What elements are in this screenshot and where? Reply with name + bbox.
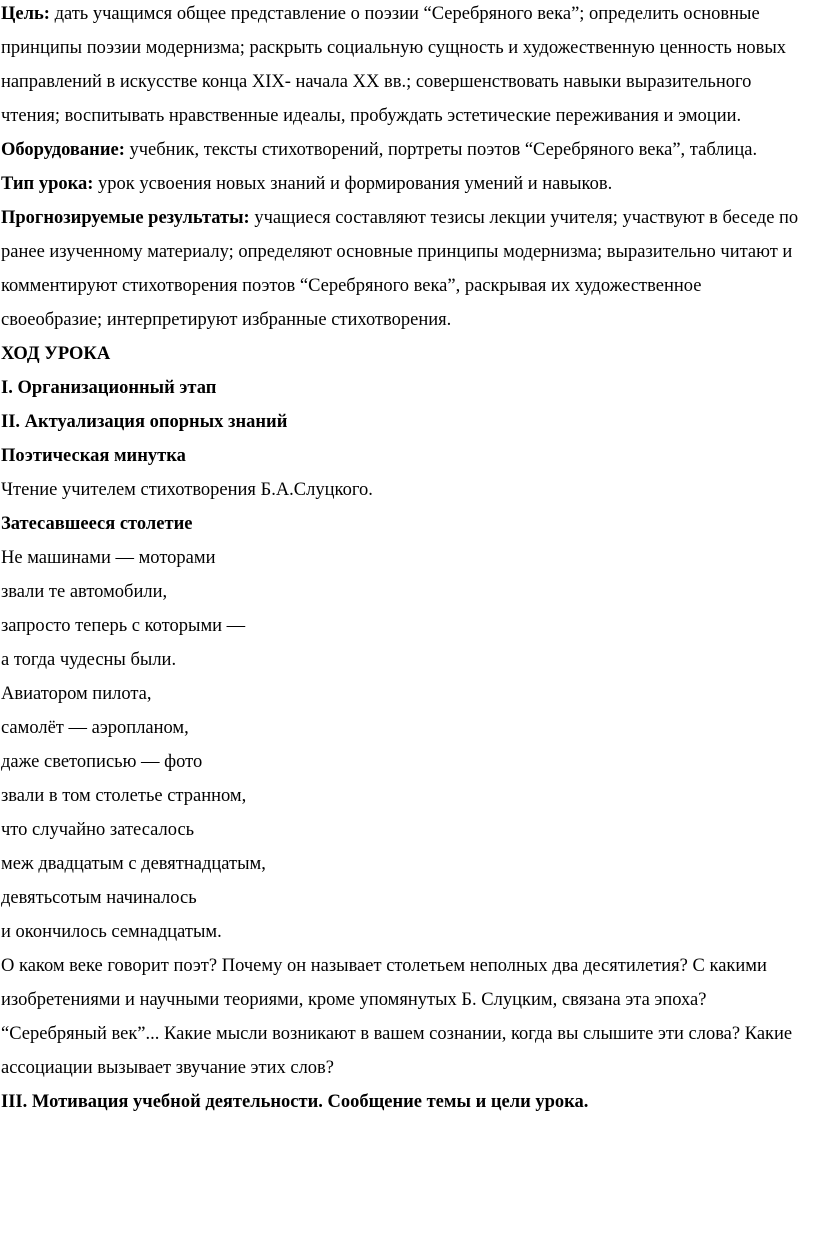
equipment-label: Оборудование: — [1, 140, 125, 160]
poem-line: что случайно затесалось — [1, 820, 195, 840]
lesson-type-text: урок усвоения новых знаний и формирования умений и навыков. — [93, 174, 613, 194]
poem-line: а тогда чудесны были. — [1, 650, 177, 670]
question-2: “Серебряный век”... Какие мысли возникают в вашем сознании, когда вы слышите эти слова? Какие ассоциации вызывает звучание этих слов? — [1, 1024, 793, 1078]
expected-results-paragraph — [1, 201, 806, 337]
stage-1-heading: I. Организационный этап — [1, 378, 217, 398]
equipment-paragraph — [1, 133, 806, 167]
poem-line: звали в том столетье странном, — [1, 786, 247, 806]
poem-body — [1, 541, 806, 949]
question-1: О каком веке говорит поэт? Почему он называет столетьем неполных два десятилетия? С какими изобретениями и научными теориями, кроме упомянутых Б. Слуцким, связана эта эпоха? — [1, 956, 767, 1010]
poem-line: Авиатором пилота, — [1, 684, 152, 704]
stage-3-heading: III. Мотивация учебной деятельности. Сообщение темы и цели урока. — [1, 1092, 589, 1112]
expected-results-label: Прогнозируемые результаты: — [1, 208, 250, 228]
goal-paragraph — [1, 0, 806, 133]
poem-line: Не машинами — моторами — [1, 548, 216, 568]
poem-line: звали те автомобили, — [1, 582, 168, 602]
goal-text: дать учащимся общее представление о поэзии “Серебряного века”; определить основные принципы поэзии модернизма; раскрыть социальную сущность и художественную ценность новых направлений в искусстве конца XIX- начала XX вв.; совершенствовать навыки выразительного чтения; воспитывать нравственные идеалы, пробуждать эстетические переживания и эмоции. — [1, 4, 787, 126]
poem-line: запросто теперь с которыми — — [1, 616, 246, 636]
poem-line: даже светописью — фото — [1, 752, 203, 772]
reading-note: Чтение учителем стихотворения Б.А.Слуцкого. — [1, 480, 373, 500]
poem-title: Затесавшееся столетие — [1, 514, 193, 534]
lesson-type-label: Тип урока: — [1, 174, 94, 194]
lesson-heading: ХОД УРОКА — [1, 344, 111, 364]
poem-line: и окончилось семнадцатым. — [1, 922, 222, 942]
stage-2-heading: II. Актуализация опорных знаний — [1, 412, 288, 432]
expected-results-text: учащиеся составляют тезисы лекции учителя; участвуют в беседе по ранее изученному материалу; определяют основные принципы модернизма; выразительно читают и комментируют стихотворения поэтов “Серебряного века”, раскрывая их художественное своеобразие; интерпретируют избранные стихотворения. — [1, 208, 799, 330]
lesson-type-paragraph — [1, 167, 806, 201]
goal-label: Цель: — [1, 4, 50, 24]
equipment-text: учебник, тексты стихотворений, портреты поэтов “Серебряного века”, таблица. — [124, 140, 758, 160]
poetry-minute-heading: Поэтическая минутка — [1, 446, 186, 466]
poem-line: самолёт — аэропланом, — [1, 718, 189, 738]
poem-line: меж двадцатым с девятнадцатым, — [1, 854, 266, 874]
poem-line: девятьсотым начиналось — [1, 888, 197, 908]
